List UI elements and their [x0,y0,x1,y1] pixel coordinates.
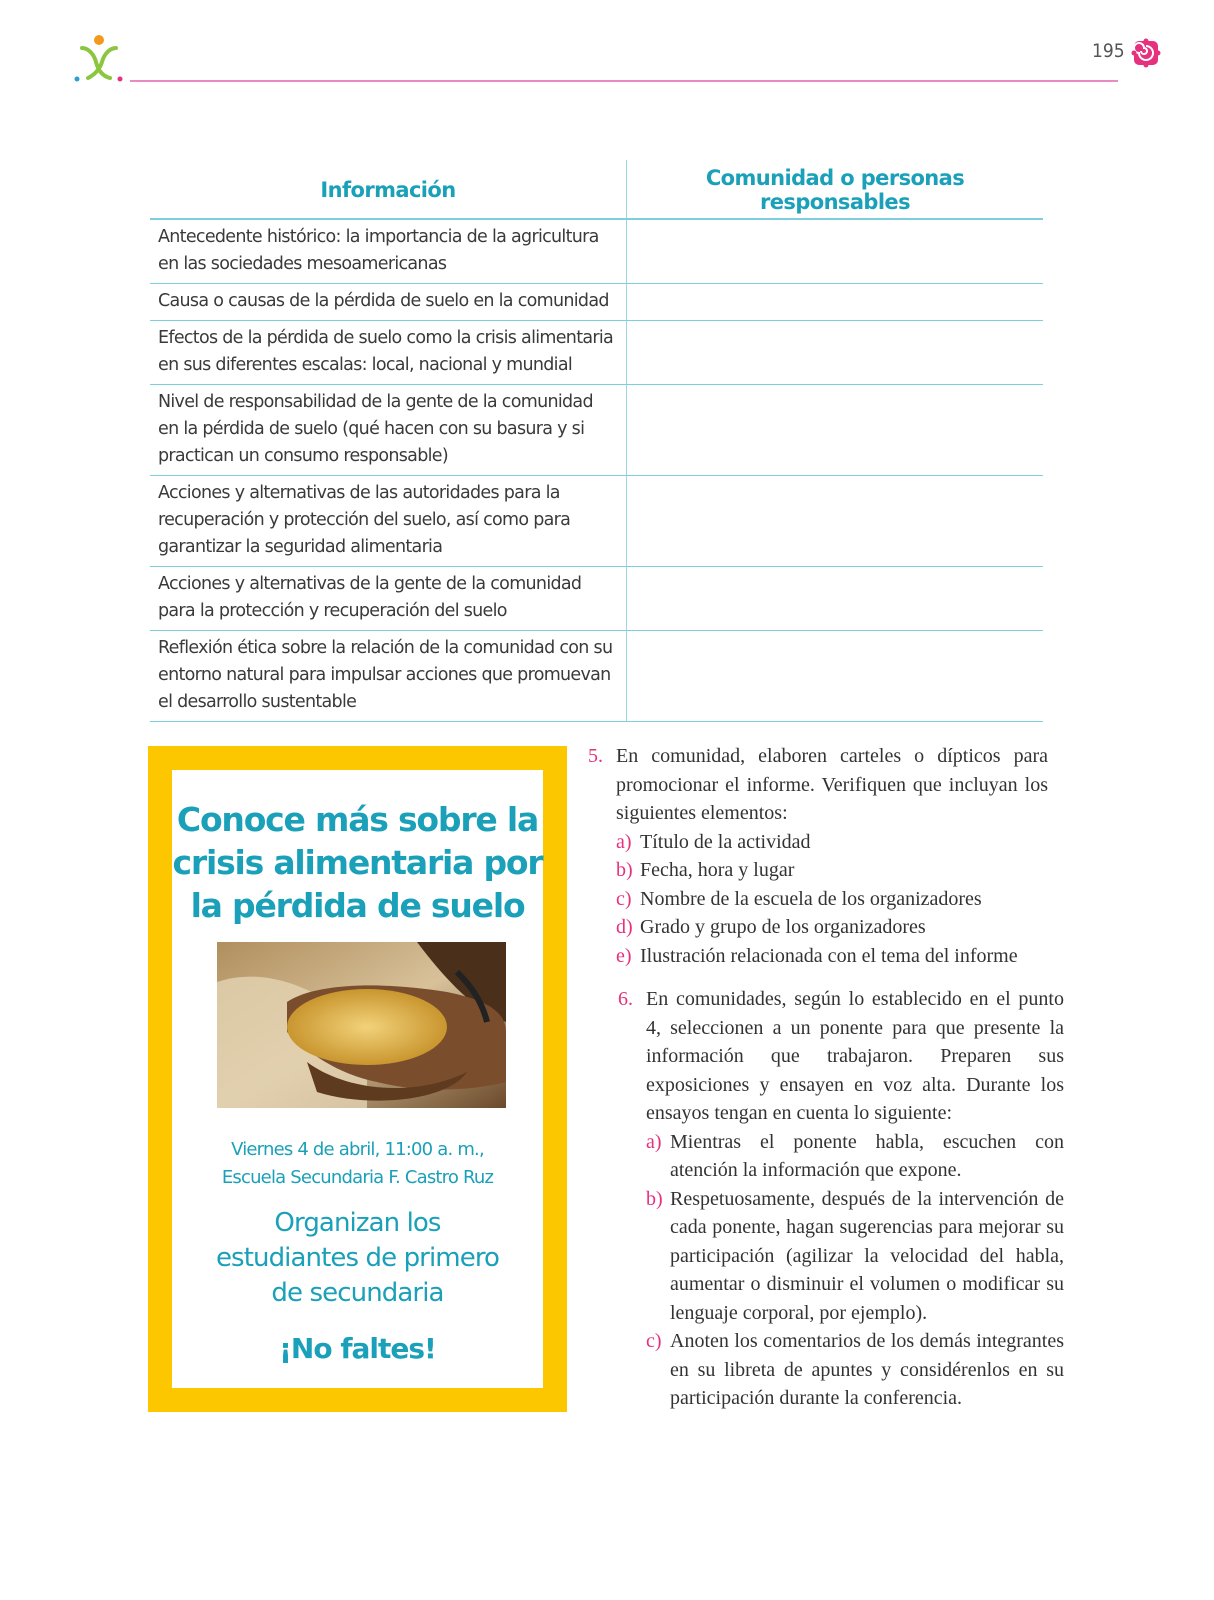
column-header-information: Información [150,160,627,219]
logo-icon [72,34,124,84]
spiral-ornament-icon [1131,38,1161,68]
list-text: Fecha, hora y lugar [640,859,795,881]
poster-organizers [172,1206,543,1311]
step-6 [618,985,1064,1413]
step-number: 6. [618,988,633,1010]
list-text: Anoten los comentarios de los demás integrantes en su libreta de apuntes y considérenlos en su participación durante la conferencia. [670,1330,1064,1409]
table-cell-information: Nivel de responsabilidad de la gente de la comunidad en la pérdida de suelo (qué hacen con su basura y si practican un consumo responsable) [150,385,627,476]
table-row [150,385,1043,476]
poster-title-line: crisis alimentaria por [172,843,543,882]
list-item [646,1128,1064,1185]
table-row [150,321,1043,385]
poster-title-line: Conoce más sobre la [176,800,539,839]
table-cell-responsible[interactable] [627,567,1044,631]
list-item [616,885,1048,914]
poster-organizers-line: estudiantes de primero [215,1243,500,1273]
list-item [646,1185,1064,1328]
poster-title-line: la pérdida de suelo [190,886,525,925]
table-cell-responsible[interactable] [627,385,1044,476]
event-poster [148,746,567,1412]
list-letter: c) [616,887,632,910]
table-cell-information: Efectos de la pérdida de suelo como la crisis alimentaria en sus diferentes escalas: local, nacional y mundial [150,321,627,385]
poster-location-line: Escuela Secundaria F. Castro Ruz [221,1167,494,1188]
table-cell-information: Acciones y alternativas de las autoridades para la recuperación y protección del suelo, así como para garantizar la seguridad alimentaria [150,476,627,567]
list-text: Título de la actividad [640,830,811,853]
instruction-step-6 [618,985,1064,1413]
list-letter: c) [646,1330,662,1352]
list-item [616,828,1048,857]
page-number: 195 [1092,40,1125,62]
table-header-row [150,160,1043,219]
list-letter: a) [646,1130,662,1153]
table-row [150,476,1043,567]
table-row [150,219,1043,284]
list-text: Respetuosamente, después de la intervención de cada ponente, hagan sugerencias para mejorar su participación (agilizar la velocidad del habla, aumentar o disminuir el volumen o modificar su lenguaje corporal, por ejemplo). [670,1187,1064,1324]
step-6-list [646,1128,1064,1413]
poster-date-line: Viernes 4 de abril, 11:00 a. m., [231,1139,484,1160]
list-text: Grado y grupo de los organizadores [640,916,926,938]
poster-date-location [172,1136,543,1192]
table-cell-information: Acciones y alternativas de la gente de la comunidad para la protección y recuperación del suelo [150,567,627,631]
list-text: Nombre de la escuela de los organizadores [640,887,982,910]
information-table [150,160,1043,722]
table-cell-responsible[interactable] [627,284,1044,321]
table-cell-information: Antecedente histórico: la importancia de la agricultura en las sociedades mesoamericanas [150,219,627,284]
table-row [150,631,1043,722]
step-5 [588,742,1048,970]
list-letter: b) [616,859,633,881]
table-cell-responsible[interactable] [627,476,1044,567]
list-item [616,856,1048,885]
table-cell-responsible[interactable] [627,321,1044,385]
table-cell-responsible[interactable] [627,631,1044,722]
list-letter: d) [616,916,633,938]
list-text: Mientras el ponente habla, escuchen con atención la información que expone. [670,1130,1064,1181]
column-header-responsible: Comunidad o personas responsables [627,160,1044,219]
table-row [150,567,1043,631]
poster-panel [172,770,543,1388]
step-number: 5. [588,745,603,767]
hands-holding-corn-photo [217,942,506,1108]
list-item [616,913,1048,942]
list-letter: e) [616,944,632,967]
poster-call-to-action: ¡No faltes! [279,1332,436,1365]
header-divider [130,80,1118,82]
table-cell-information: Causa o causas de la pérdida de suelo en la comunidad [150,284,627,321]
step-text: En comunidades, según lo establecido en el punto 4, seleccionen a un ponente para que presente la información que trabajaron. Preparen sus exposiciones y ensayen en voz alta. Durante los ensayos tengan en cuenta lo siguiente: [646,988,1064,1124]
poster-title [172,798,543,927]
list-letter: b) [646,1187,663,1210]
list-item [646,1327,1064,1413]
list-letter: a) [616,830,632,853]
step-5-list [616,828,1048,971]
list-text: Ilustración relacionada con el tema del informe [640,944,1018,967]
poster-organizers-line: de secundaria [271,1278,444,1308]
table-row [150,284,1043,321]
list-item [616,942,1048,971]
table-cell-information: Reflexión ética sobre la relación de la comunidad con su entorno natural para impulsar acciones que promuevan el desarrollo sustentable [150,631,627,722]
step-text: En comunidad, elaboren carteles o dípticos para promocionar el informe. Verifiquen que incluyan los siguientes elementos: [616,745,1048,824]
table-cell-responsible[interactable] [627,219,1044,284]
poster-organizers-line: Organizan los [274,1208,441,1238]
instruction-step-5 [588,742,1048,970]
